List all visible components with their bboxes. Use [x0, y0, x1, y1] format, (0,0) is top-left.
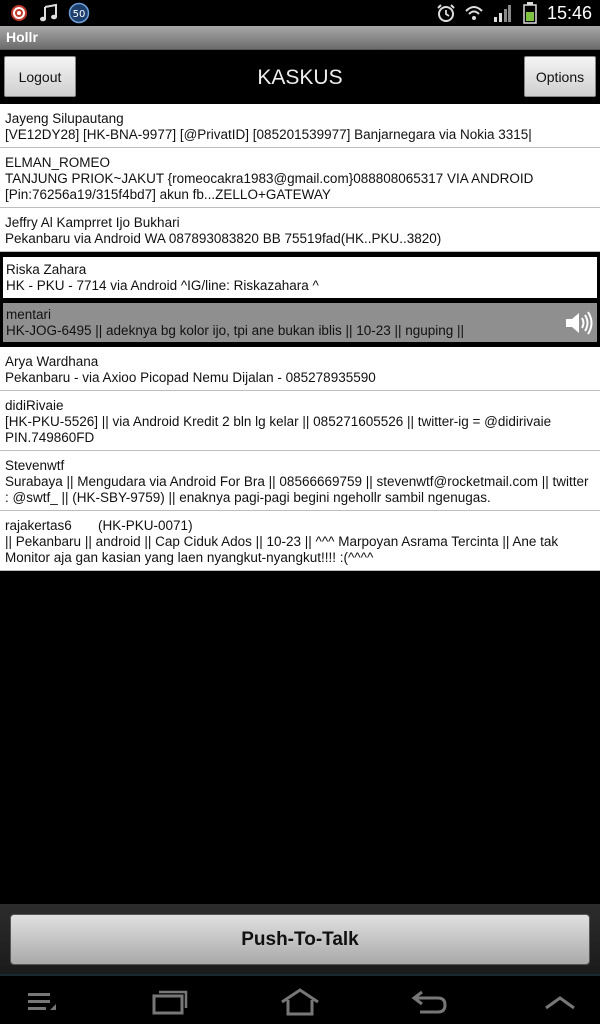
up-arrow-icon[interactable]	[540, 988, 580, 1016]
user-status: Surabaya || Mengudara via Android For Bra || 08566669759 || stevenwtf@rocketmail.com || twitter : @swtf_ || (HK-SBY-9759) || enaknya pagi-pagi begini ngehollr sambil ngenugas.	[5, 474, 593, 505]
user-status: [VE12DY28] [HK-BNA-9977] [@PrivatID] [085201539977] Banjarnegara via Nokia 3315|	[5, 127, 532, 142]
user-name: didiRivaie	[5, 398, 64, 413]
badge-text: 50	[72, 9, 86, 20]
user-name: Riska Zahara	[6, 262, 87, 277]
logout-button[interactable]: Logout	[4, 56, 76, 97]
list-item[interactable]	[0, 104, 600, 148]
user-name: rajakertas6 (HK-PKU-0071)	[5, 518, 193, 533]
list-item[interactable]	[0, 148, 600, 208]
ptt-bar	[0, 904, 600, 974]
user-status: || Pekanbaru || android || Cap Ciduk Ados || 10-23 || ^^^ Marpoyan Asrama Tercinta || Ane tak Monitor aja gan kasian yang laen nyangkut-nyangkut!!!! :(^^^^	[5, 534, 562, 565]
user-status: Pekanbaru via Android WA 087893083820 BB 75519fad(HK..PKU..3820)	[5, 231, 442, 246]
push-to-talk-button[interactable]: Push-To-Talk	[10, 914, 590, 965]
user-status: HK-JOG-6495 || adeknya bg kolor ijo, tpi ane bukan iblis || 10-23 || nguping ||	[6, 323, 465, 338]
clock-time: 15:46	[546, 2, 592, 23]
app-title-bar	[0, 26, 600, 50]
app-title: Hollr	[6, 29, 38, 45]
user-list	[0, 104, 600, 571]
user-name: mentari	[6, 307, 52, 322]
list-item[interactable]	[0, 208, 600, 252]
list-item[interactable]	[0, 511, 600, 571]
list-item[interactable]	[0, 347, 600, 391]
selected-users-group	[0, 252, 600, 347]
settings-notification-icon	[8, 2, 30, 24]
alarm-icon	[435, 2, 457, 24]
recent-apps-icon[interactable]	[150, 988, 190, 1016]
user-status: HK - PKU - 7714 via Android ^IG/line: Riskazahara ^	[6, 278, 319, 293]
menu-icon[interactable]	[22, 988, 62, 1016]
user-name: Jeffry Al Kamprret Ijo Bukhari	[5, 215, 180, 230]
user-name: Jayeng Silupautang	[5, 111, 124, 126]
system-nav-bar	[0, 974, 600, 1024]
list-item[interactable]	[0, 391, 600, 451]
speaker-volume-icon	[564, 310, 594, 336]
status-bar	[0, 0, 600, 26]
user-status: [HK-PKU-5526] || via Android Kredit 2 bln lg kelar || 085271605526 || twitter-ig = @didirivaie PIN.749860FD	[5, 414, 555, 445]
user-name: Stevenwtf	[5, 458, 65, 473]
wifi-icon	[463, 2, 485, 24]
channel-header	[0, 50, 600, 104]
user-status: TANJUNG PRIOK~JAKUT {romeocakra1983@gmail.com}088808065317 VIA ANDROID [Pin:76256a19/315f4bd7] akun fb...ZELLO+GATEWAY	[5, 171, 538, 202]
options-button[interactable]: Options	[524, 56, 596, 97]
badge-50-icon	[68, 2, 90, 24]
channel-title: KASKUS	[257, 66, 343, 89]
back-icon[interactable]	[410, 988, 450, 1016]
list-item-selected[interactable]	[3, 257, 597, 298]
user-name: ELMAN_ROMEO	[5, 155, 111, 170]
home-icon[interactable]	[280, 988, 320, 1016]
user-status: Pekanbaru - via Axioo Picopad Nemu Dijalan - 085278935590	[5, 370, 376, 385]
user-name: Arya Wardhana	[5, 354, 99, 369]
list-item-speaking[interactable]	[3, 303, 597, 342]
battery-icon	[519, 2, 541, 24]
list-item[interactable]	[0, 451, 600, 511]
music-note-icon	[38, 2, 60, 24]
signal-icon	[491, 2, 513, 24]
